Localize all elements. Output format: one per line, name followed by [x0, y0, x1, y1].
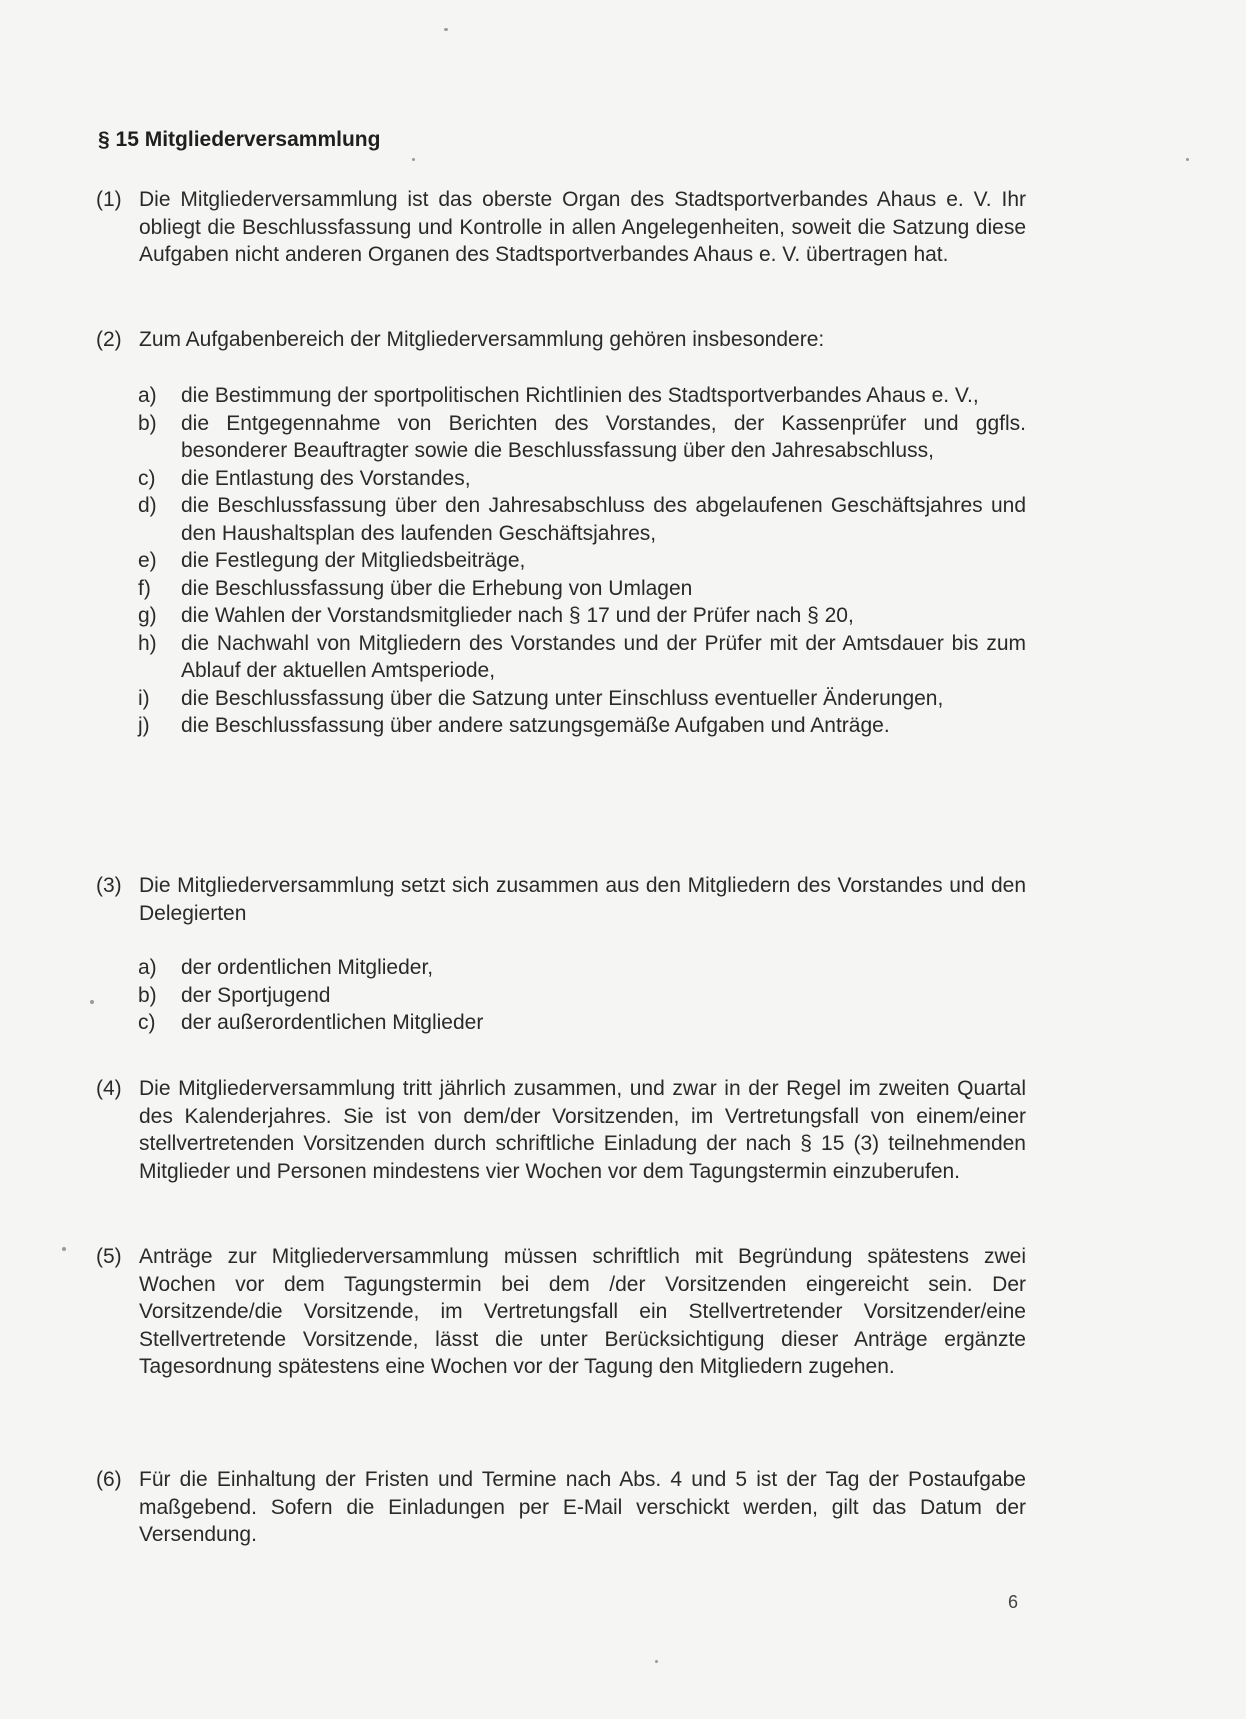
list-item-label: a) [138, 956, 157, 979]
list-item-text: der außerordentlichen Mitglieder [181, 1011, 484, 1034]
list-item-text: die Beschlussfassung über die Satzung unter Einschluss eventueller Änderungen, [181, 686, 944, 710]
paragraph-6 [96, 1466, 1026, 1549]
list-item-text: der ordentlichen Mitglieder, [181, 956, 434, 979]
list-item-label: i) [138, 686, 150, 710]
list-item-label: f) [138, 576, 151, 600]
list-item [138, 982, 1026, 1010]
list-item-text: die Nachwahl von Mitgliedern des Vorstandes und der Prüfer mit der Amtsdauer bis zum Ablauf der aktuellen Amtsperiode, [181, 631, 1026, 682]
paragraph-5 [96, 1243, 1026, 1381]
list-item [138, 410, 1026, 465]
list-item-label: a) [138, 384, 157, 407]
list-item-text: die Beschlussfassung über andere satzungsgemäße Aufgaben und Anträge. [181, 714, 890, 737]
scan-speck [655, 1660, 658, 1663]
section-heading: § 15 Mitgliederversammlung [98, 128, 381, 151]
list-item [138, 465, 1026, 493]
paragraph-number: (1) [96, 188, 122, 211]
paragraph-2 [96, 326, 1026, 354]
list-item [138, 630, 1026, 685]
paragraph-number: (3) [96, 874, 122, 897]
page-number: 6 [1008, 1592, 1019, 1612]
scan-speck [444, 28, 448, 31]
scan-speck [62, 1247, 66, 1251]
list-item-label: c) [138, 1011, 156, 1034]
list-item [138, 954, 1026, 982]
list-item-text: die Entgegennahme von Berichten des Vorstandes, der Kassenprüfer und ggfls. besonderer Beauftragter sowie die Beschlussfassung über den Jahresabschluss, [181, 411, 1026, 462]
list-paragraph-2 [138, 382, 1026, 740]
list-paragraph-3 [138, 954, 1026, 1037]
paragraph-text: Die Mitgliederversammlung ist das oberste Organ des Stadtsportverbandes Ahaus e. V. Ihr obliegt die Beschlussfassung und Kontrolle in allen Angelegenheiten, soweit die Satzung diese Aufgaben nicht anderen Organen des Stadtsportverbandes Ahaus e. V. übertragen hat. [139, 188, 1026, 266]
list-item-label: b) [138, 411, 157, 435]
paragraph-number: (6) [96, 1468, 122, 1491]
list-item [138, 575, 1026, 603]
list-item-text: die Entlastung des Vorstandes, [181, 466, 471, 490]
paragraph-number: (5) [96, 1245, 122, 1268]
list-item [138, 492, 1026, 547]
list-item-label: e) [138, 549, 157, 572]
list-item-label: b) [138, 983, 157, 1007]
list-item [138, 1009, 1026, 1037]
list-item [138, 685, 1026, 713]
scan-speck [412, 158, 415, 161]
paragraph-text: Zum Aufgabenbereich der Mitgliederversammlung gehören insbesondere: [139, 328, 825, 351]
paragraph-text: Die Mitgliederversammlung tritt jährlich zusammen, und zwar in der Regel im zweiten Quartal des Kalenderjahres. Sie ist von dem/der Vorsitzenden, im Vertretungsfall von einem/einer stellvertretenden Vorsitzenden durch schriftliche Einladung der nach § 15 (3) teilnehmenden Mitglieder und Personen mindestens vier Wochen vor dem Tagungstermin einzuberufen. [139, 1077, 1026, 1183]
list-item-text: die Wahlen der Vorstandsmitglieder nach § 17 und der Prüfer nach § 20, [181, 604, 854, 627]
paragraph-text: Für die Einhaltung der Fristen und Termine nach Abs. 4 und 5 ist der Tag der Postaufgabe maßgebend. Sofern die Einladungen per E-Mail verschickt werden, gilt das Datum der Versendung. [139, 1468, 1026, 1546]
list-item-text: die Beschlussfassung über den Jahresabschluss des abgelaufenen Geschäftsjahres und den Haushaltsplan des laufenden Geschäftsjahres, [181, 494, 1026, 545]
paragraph-1 [96, 186, 1026, 269]
list-item [138, 712, 1026, 740]
paragraph-3 [96, 872, 1026, 927]
list-item-label: c) [138, 466, 156, 490]
list-item [138, 547, 1026, 575]
list-item-label: g) [138, 604, 157, 627]
list-item-label: j) [138, 714, 150, 737]
list-item [138, 382, 1026, 410]
scan-speck [90, 1000, 94, 1004]
list-item-text: die Bestimmung der sportpolitischen Richtlinien des Stadtsportverbandes Ahaus e. V., [181, 384, 979, 407]
list-item-text: die Festlegung der Mitgliedsbeiträge, [181, 549, 526, 572]
scan-speck [1186, 158, 1189, 161]
paragraph-4 [96, 1075, 1026, 1185]
paragraph-text: Die Mitgliederversammlung setzt sich zusammen aus den Mitgliedern des Vorstandes und den Delegierten [139, 874, 1026, 925]
list-item-label: d) [138, 494, 157, 517]
list-item-label: h) [138, 631, 157, 655]
list-item-text: die Beschlussfassung über die Erhebung von Umlagen [181, 576, 693, 600]
paragraph-text: Anträge zur Mitgliederversammlung müssen schriftlich mit Begründung spätestens zwei Wochen vor dem Tagungstermin bei dem /der Vorsitzenden eingereicht sein. Der Vorsitzende/die Vorsitzende, im Vertretungsfall ein Stellvertretender Vorsitzender/eine Stellvertretende Vorsitzende, lässt die unter Berücksichtigung dieser Anträge ergänzte Tagesordnung spätestens eine Wochen vor der Tagung den Mitgliedern zugehen. [139, 1245, 1026, 1378]
list-item-text: der Sportjugend [181, 983, 331, 1007]
paragraph-number: (2) [96, 328, 122, 351]
paragraph-number: (4) [96, 1077, 122, 1100]
list-item [138, 602, 1026, 630]
